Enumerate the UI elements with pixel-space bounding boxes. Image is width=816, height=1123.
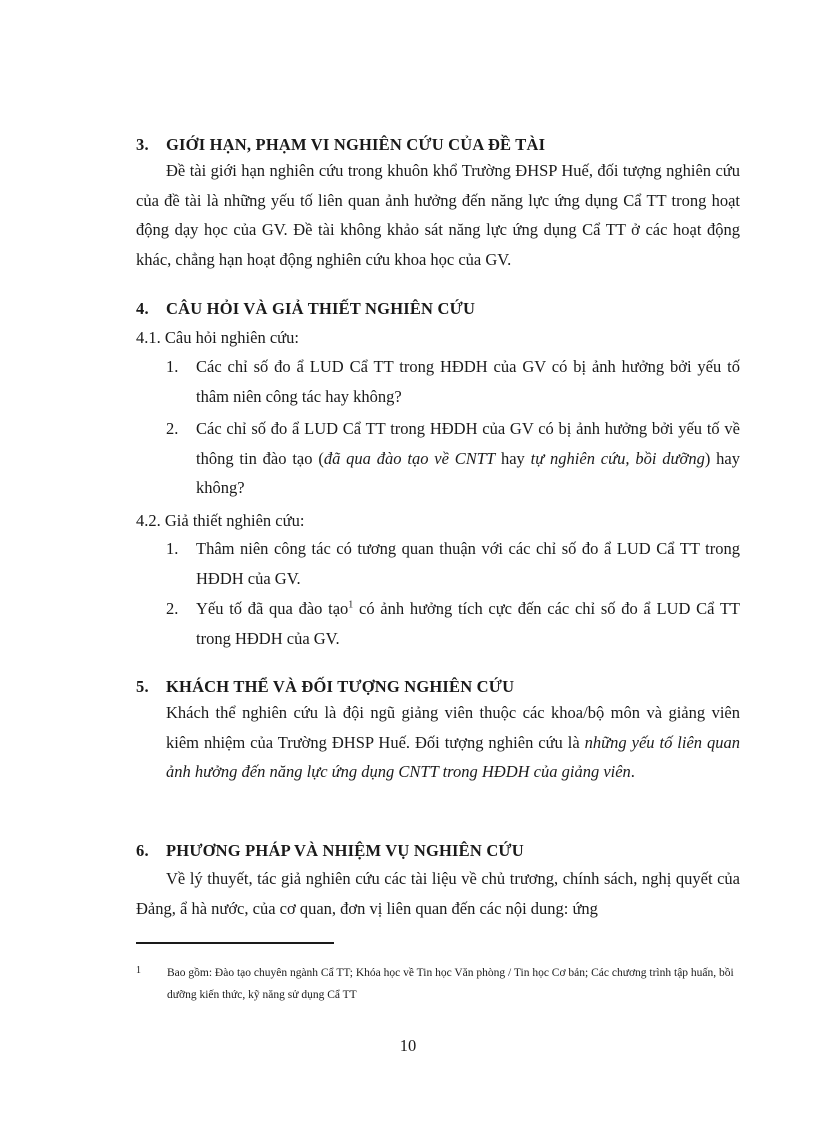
list-text: Thâm niên công tác có tương quan thuận với các chỉ số đo ẩ LUD Cẩ TT trong HĐDH của GV. xyxy=(196,539,740,588)
section-title: GIỚI HẠN, PHẠM VI NGHIÊN CỨU CỦA ĐỀ TÀI xyxy=(166,135,546,154)
list-number: 2. xyxy=(166,419,179,438)
research-question-2 xyxy=(166,414,740,503)
page-number: 10 xyxy=(399,1036,417,1055)
footnote xyxy=(136,962,740,1006)
emphasis-text: đã qua đào tạo về CNTT xyxy=(323,448,496,468)
hypothesis-2 xyxy=(166,594,740,653)
footnote-separator xyxy=(136,942,334,944)
section-4-heading xyxy=(136,296,740,322)
list-text: Các chỉ số đo ẩ LUD Cẩ TT trong HĐDH của GV có bị ảnh hưởng bởi yếu tố thâm niên công tác hay không? xyxy=(196,357,740,406)
footnote-reference[interactable]: 1 xyxy=(348,599,354,611)
section-6-heading xyxy=(136,838,740,864)
research-question-1 xyxy=(166,352,740,411)
list-number: 2. xyxy=(166,599,179,618)
emphasis-text: tự nghiên cứu, bồi dưỡng xyxy=(530,448,705,468)
section-number: 3. xyxy=(136,135,149,154)
section-3-paragraph: Đề tài giới hạn nghiên cứu trong khuôn khổ Trường ĐHSP Huế, đối tượng nghiên cứu của đề tài là những yếu tố liên quan ảnh hưởng đến năng lực ứng dụng Cẩ TT trong hoạt động dạy học của GV. Đề tài không khảo sát năng lực ứng dụng Cẩ TT ở các hoạt động khác, chẳng hạn hoạt động nghiên cứu khoa học của GV. xyxy=(136,161,740,269)
section-5-paragraph: Khách thể nghiên cứu là đội ngũ giảng viên thuộc các khoa/bộ môn và giảng viên kiêm nhiệm của Trường ĐHSP Huế. Đối tượng nghiên cứu là những yếu tố liên quan ảnh hưởng đến năng lực ứng dụng CNTT trong HĐDH của giảng viên. xyxy=(166,703,740,781)
section-5-heading xyxy=(136,674,740,700)
section-title: CÂU HỎI VÀ GIẢ THIẾT NGHIÊN CỨU xyxy=(166,299,476,318)
subsection-4-2-heading: 4.2. Giả thiết nghiên cứu: xyxy=(136,511,305,530)
footnote-text: Bao gồm: Đào tạo chuyên ngành Cẩ TT; Khóa học về Tin học Văn phòng / Tin học Cơ bản; Các chương trình tập huấn, bồi dưỡng kiến thức, kỹ năng sử dụng Cẩ TT xyxy=(167,967,734,1001)
section-6-paragraph: Về lý thuyết, tác giả nghiên cứu các tài liệu về chủ trương, chính sách, nghị quyết của Đảng, ẩ hà nước, của cơ quan, đơn vị liên quan đến các nội dung: ứng xyxy=(136,869,740,918)
list-number: 1. xyxy=(166,357,179,376)
subsection-4-1-heading: 4.1. Câu hỏi nghiên cứu: xyxy=(136,328,299,347)
list-text: Các chỉ số đo ẩ LUD Cẩ TT trong HĐDH của GV có bị ảnh hưởng bởi yếu tố về thông tin đào tạo (đã qua đào tạo về CNTT hay tự nghiên cứu, bồi dưỡng) hay không? xyxy=(196,419,740,497)
section-number: 4. xyxy=(136,299,149,318)
list-text: Yếu tố đã qua đào tạo$^1$ có ảnh hưởng tích cực đến các chỉ số đo ẩ LUD Cẩ TT trong HĐDH của GV. xyxy=(196,599,740,648)
section-number: 5. xyxy=(136,677,149,696)
list-number: 1. xyxy=(166,539,179,558)
section-3-heading xyxy=(136,132,740,158)
footnote-mark: 1 xyxy=(136,965,141,976)
emphasis-text: những yếu tố liên quan ảnh hưởng đến năng lực ứng dụng CNTT trong HĐDH của giảng viên xyxy=(166,732,740,781)
hypothesis-1 xyxy=(166,534,740,593)
section-number: 6. xyxy=(136,841,149,860)
section-title: PHƯƠNG PHÁP VÀ NHIỆM VỤ NGHIÊN CỨU xyxy=(166,841,524,860)
section-title: KHÁCH THỂ VÀ ĐỐI TƯỢNG NGHIÊN CỨU xyxy=(166,677,515,696)
